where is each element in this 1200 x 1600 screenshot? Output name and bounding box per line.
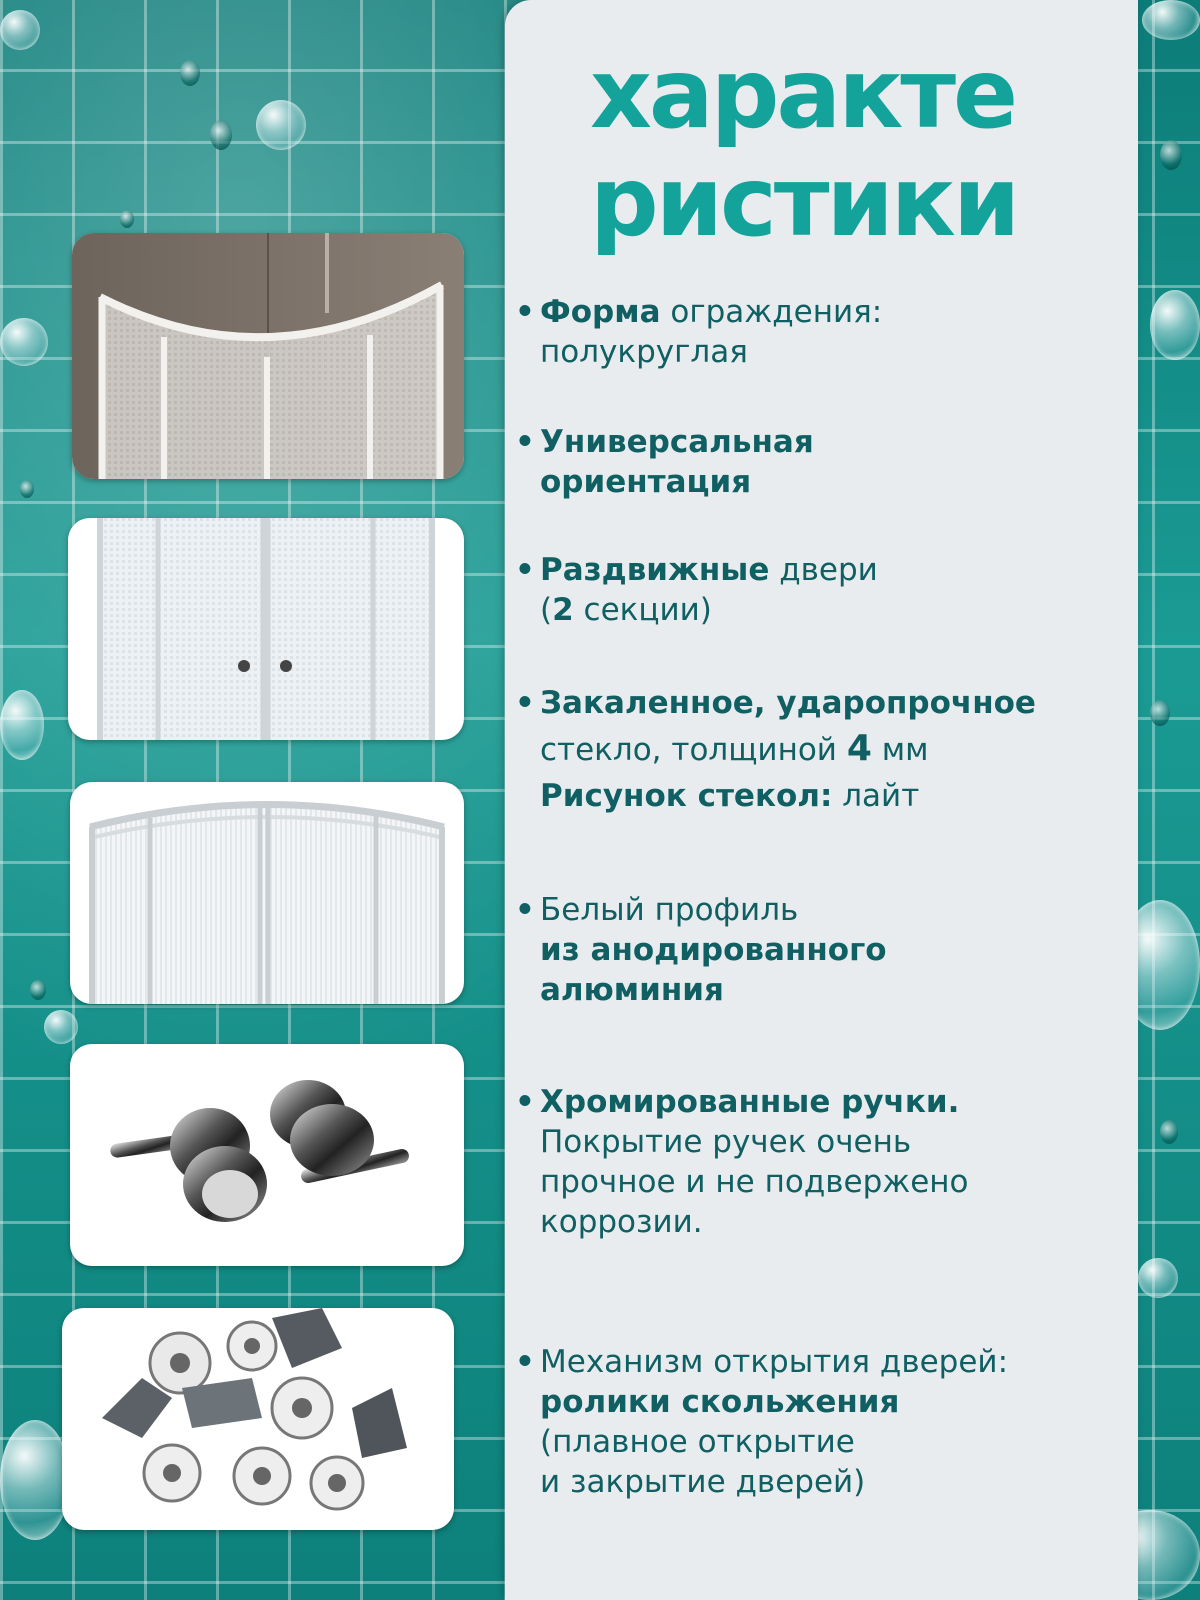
feature-text: стекло, толщиной [540,732,847,768]
bubble-decoration [256,100,306,150]
shower-enclosure-photo [72,233,464,479]
bullet: • [515,685,535,721]
feature-text: Белый профиль [540,892,799,928]
feature-bold-text: Хромированные ручки. [540,1084,960,1120]
feature-bold-text: 2 [552,592,574,628]
feature-line [515,680,1135,726]
door-rollers [62,1308,454,1530]
feature-text: Механизм открытия дверей: [540,1344,1009,1380]
feature-bold-text: Рисунок стекол: [540,778,833,814]
water-drop [1160,1120,1178,1144]
bullet: • [515,552,535,588]
bullet: • [515,424,535,460]
feature-line [515,1342,1135,1382]
bubble-decoration [44,1010,78,1044]
water-drop [210,120,232,150]
feature-shape [515,292,1135,372]
feature-bold-text: 4 [846,728,872,769]
feature-bold-text: Закаленное, ударопрочное [540,685,1036,721]
feature-text: двери [769,552,878,588]
feature-text: секции) [573,592,712,628]
water-drop [180,60,200,86]
feature-line: ориентация [540,464,752,500]
feature-line: (плавное открытие [540,1424,855,1460]
rollers-illustration [62,1308,454,1530]
feature-line: полукруглая [540,334,748,370]
water-drop [20,480,34,498]
handles-illustration [70,1044,464,1266]
feature-line: коррозии. [540,1204,703,1240]
feature-orientation [515,422,1135,502]
water-drop [120,210,134,228]
feature-line: Покрытие ручек очень [540,1124,912,1160]
title-line-1: характе [590,38,1016,150]
chrome-handles [70,1044,464,1266]
feature-mechanism [515,1342,1135,1502]
sliding-doors-front [68,518,464,740]
bubble-decoration [0,1420,70,1540]
feature-line [515,726,1135,773]
feature-line: алюминия [540,972,724,1008]
bullet: • [515,1344,535,1380]
page-title [590,40,1110,256]
bullet: • [515,892,535,928]
feature-bold-text: Форма [540,294,661,330]
bullet: • [515,294,535,330]
bubble-decoration [0,10,40,50]
title-line-2: ристики [590,146,1018,258]
bubble-decoration [0,690,44,760]
feature-text: ограждения: [660,294,883,330]
feature-bold-text: Раздвижные [540,552,770,588]
water-drop [1150,700,1170,726]
feature-text: ( [540,592,553,628]
feature-doors [515,550,1135,630]
feature-text: лайт [832,778,920,814]
water-drop [1160,140,1182,170]
feature-handles [515,1082,1135,1242]
feature-bold-text: Универсальная [540,424,814,460]
feature-line [515,890,1135,930]
feature-line: из анодированного [540,932,887,968]
feature-line [515,773,1135,819]
bubble-decoration [0,318,48,366]
feature-line [515,550,1135,590]
feature-line: прочное и не подвержено [540,1164,969,1200]
bubble-decoration [1142,0,1200,40]
feature-line [515,590,1135,630]
bullet: • [515,1084,535,1120]
water-drop [30,980,46,1000]
feature-line: ролики скольжения [540,1384,900,1420]
feature-text: мм [871,732,929,768]
sliding-doors-illustration [68,518,464,740]
feature-line [515,1082,1135,1122]
bubble-decoration [1138,1258,1178,1298]
shower-enclosure-illustration [72,233,464,479]
curved-frame-front [70,782,464,1004]
curved-frame-illustration [70,782,464,1004]
feature-profile [515,890,1135,1010]
feature-line [515,292,1135,332]
feature-glass [515,680,1135,819]
bubble-decoration [1150,290,1200,360]
feature-line: и закрытие дверей) [540,1464,866,1500]
feature-line [515,422,1135,462]
